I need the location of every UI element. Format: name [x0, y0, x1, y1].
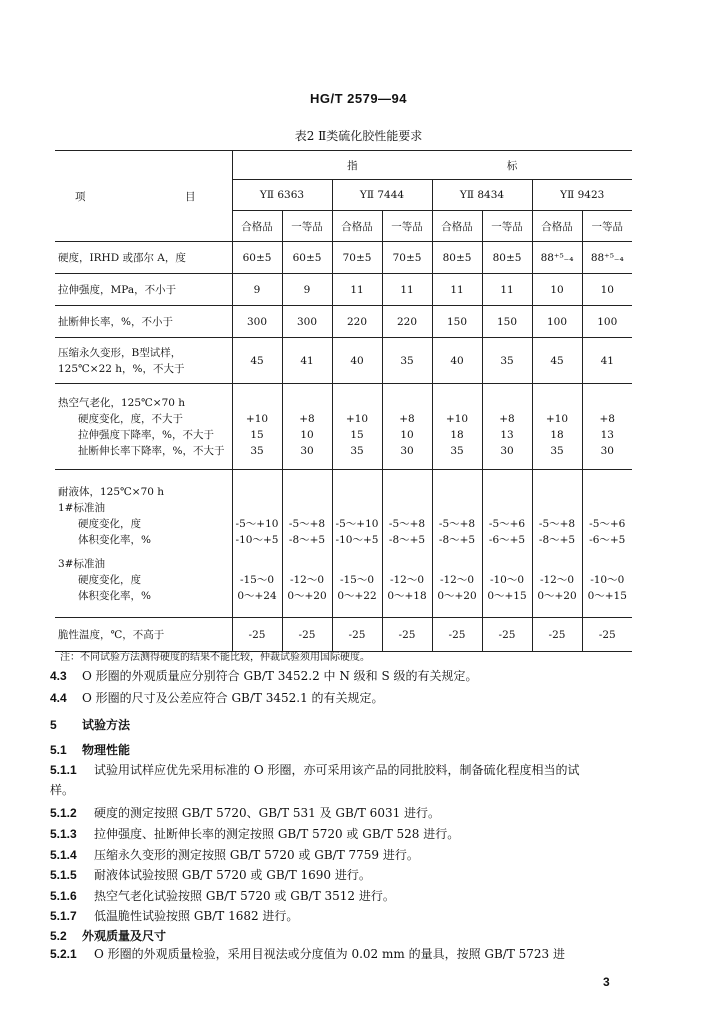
row-label-line: 硬度，IRHD 或邵尔 A，度 [58, 251, 186, 264]
grade-header: 合格品 [232, 211, 282, 242]
cell-value-line: -8～+5 [538, 533, 576, 546]
cell-value-line: 9 [303, 283, 311, 296]
table-row [55, 470, 632, 618]
cell-value-line: 0～+20 [287, 589, 327, 602]
cell-value [582, 470, 632, 618]
cell-value [532, 338, 582, 384]
cell-value-line: -8～+5 [388, 533, 426, 546]
cell-value-line: +8 [299, 412, 315, 425]
cell-value-line: -10～+5 [335, 533, 379, 546]
cell-value [582, 384, 632, 470]
cell-value-line: 80±5 [492, 251, 522, 264]
row-label-line: 拉伸强度，MPa，不小于 [58, 283, 177, 296]
clause-number: 4.3 [50, 669, 67, 683]
cell-value-line: 0～+20 [537, 589, 577, 602]
clause-text: 样。 [50, 783, 75, 797]
cell-value-line: 88⁺⁵₋₄ [540, 251, 574, 264]
cell-value-line: 35 [350, 444, 364, 457]
cell-value-line: -8～+5 [438, 533, 476, 546]
cell-value-line: 60±5 [242, 251, 272, 264]
clause-text: 低温脆性试验按照 GB/T 1682 进行。 [94, 909, 299, 923]
cell-value-line: 30 [600, 444, 614, 457]
row-label [55, 470, 232, 618]
cell-value [582, 274, 632, 306]
cell-value-line: 15 [350, 428, 364, 441]
clause-text: 压缩永久变形的测定按照 GB/T 5720 或 GB/T 7759 进行。 [94, 848, 419, 862]
clause-number: 5.2 [50, 929, 67, 943]
item-header-char1: 项 [75, 190, 86, 203]
cell-value-line: 0～+22 [337, 589, 377, 602]
row-label-line: 压缩永久变形，B型试样， [58, 346, 182, 359]
cell-value-line: 300 [296, 315, 318, 328]
cell-value [232, 384, 282, 470]
cell-value [482, 242, 532, 274]
cell-value [382, 470, 432, 618]
row-label-line: 3#标准油 [58, 557, 105, 570]
table-row [55, 338, 632, 384]
cell-value-line: -5～+8 [438, 517, 476, 530]
grade-header: 合格品 [432, 211, 482, 242]
cell-value-line: -10～+5 [235, 533, 279, 546]
clause-text: 试验用试样应优先采用标准的 O 形圈，亦可采用该产品的同批胶料，制备硫化程度相当的试 [94, 763, 580, 777]
cell-value-line: +10 [245, 412, 269, 425]
row-label [55, 618, 232, 652]
clause-number: 4.4 [50, 691, 67, 705]
cell-value-line: +8 [399, 412, 415, 425]
cell-value-line: 0～+24 [237, 589, 277, 602]
clause-text: 拉伸强度、扯断伸长率的测定按照 GB/T 5720 或 GB/T 528 进行。 [94, 827, 460, 841]
cell-value [382, 618, 432, 652]
cell-value-line: 300 [246, 315, 268, 328]
class-header: YⅡ 7444 [332, 180, 432, 211]
row-label-line: 扯断伸长率下降率，%，不大于 [78, 444, 225, 457]
cell-value-line: -12～0 [539, 573, 575, 586]
clause-text: 试验方法 [82, 718, 131, 732]
cell-value [332, 242, 382, 274]
table-row [55, 306, 632, 338]
cell-value-line: 100 [546, 315, 568, 328]
cell-value-line: 11 [450, 283, 464, 296]
index-header [232, 151, 632, 180]
cell-value-line: 30 [400, 444, 414, 457]
cell-value [582, 338, 632, 384]
cell-value-line: 35 [550, 444, 564, 457]
cell-value [332, 384, 382, 470]
paragraph [50, 867, 635, 883]
clause-number: 5.1.1 [50, 763, 77, 777]
cell-value-line: 45 [550, 354, 564, 367]
cell-value [332, 274, 382, 306]
cell-value-line: 35 [450, 444, 464, 457]
table-row [55, 618, 632, 652]
cell-value-line: -25 [248, 628, 266, 641]
cell-value [282, 384, 332, 470]
cell-value-line: 100 [597, 315, 618, 328]
cell-value [282, 274, 332, 306]
cell-value [232, 618, 282, 652]
cell-value-line: -12～0 [439, 573, 475, 586]
cell-value-line: -25 [598, 628, 616, 641]
cell-value-line: 220 [346, 315, 368, 328]
cell-value-line: -25 [448, 628, 466, 641]
cell-value [282, 306, 332, 338]
cell-value-line: 30 [500, 444, 514, 457]
cell-value-line: 220 [396, 315, 418, 328]
cell-value-line: -25 [398, 628, 416, 641]
clause-text: O 形圈的外观质量检验，采用目视法或分度值为 0.02 mm 的量具，按照 GB/T 5723 进 [94, 947, 566, 961]
cell-value-line: 11 [500, 283, 514, 296]
clause-text: 物理性能 [82, 743, 131, 757]
paragraph [50, 826, 635, 842]
cell-value-line: +8 [499, 412, 515, 425]
item-header [55, 151, 232, 242]
performance-table [55, 150, 632, 652]
table-row [55, 384, 632, 470]
cell-value [432, 618, 482, 652]
cell-value-line: -25 [298, 628, 316, 641]
class-header: YⅡ 8434 [432, 180, 532, 211]
cell-value [232, 338, 282, 384]
cell-value-line: 30 [300, 444, 314, 457]
paragraph [50, 888, 635, 904]
clause-text: 耐液体试验按照 GB/T 5720 或 GB/T 1690 进行。 [94, 868, 371, 882]
cell-value [282, 338, 332, 384]
paragraph [50, 908, 635, 924]
cell-value-line: 10 [600, 283, 614, 296]
clause-number: 5 [50, 718, 57, 732]
cell-value-line: -15～0 [339, 573, 375, 586]
cell-value-line: 11 [400, 283, 414, 296]
cell-value [432, 274, 482, 306]
cell-value-line: 10 [550, 283, 564, 296]
cell-value [532, 618, 582, 652]
cell-value-line: 0～+15 [487, 589, 527, 602]
paragraph [50, 690, 635, 706]
paragraph [50, 668, 635, 684]
cell-value-line: +8 [599, 412, 615, 425]
grade-header: 一等品 [382, 211, 432, 242]
cell-value-line: 18 [450, 428, 464, 441]
clause-number: 5.1.3 [50, 827, 77, 841]
cell-value-line: 40 [450, 354, 464, 367]
paragraph [50, 847, 635, 863]
cell-value-line: +10 [545, 412, 569, 425]
cell-value-line: -5～+10 [235, 517, 279, 530]
row-label-line: 硬度变化，度 [78, 573, 141, 586]
table-caption: 表2 Ⅱ类硫化胶性能要求 [294, 129, 423, 143]
clause-number: 5.1 [50, 743, 67, 757]
cell-value [482, 306, 532, 338]
item-header-char2: 目 [185, 190, 196, 203]
cell-value-line: 10 [400, 428, 414, 441]
clause-text: 硬度的测定按照 GB/T 5720、GB/T 531 及 GB/T 6031 进行。 [94, 806, 441, 820]
cell-value [582, 242, 632, 274]
row-label-line: 拉伸强度下降率，%，不大于 [78, 428, 214, 441]
row-label-line: 耐液体，125℃×70 h [58, 485, 165, 498]
cell-value-line: 13 [600, 428, 614, 441]
clause-number: 5.1.4 [50, 848, 77, 862]
cell-value [482, 470, 532, 618]
cell-value-line: -5～+8 [388, 517, 426, 530]
cell-value-line: -25 [548, 628, 566, 641]
cell-value-line: 0～+15 [587, 589, 627, 602]
cell-value-line: 9 [253, 283, 261, 296]
cell-value [332, 618, 382, 652]
cell-value [382, 242, 432, 274]
grade-header: 合格品 [332, 211, 382, 242]
clause-number: 5.1.6 [50, 889, 77, 903]
cell-value-line: 150 [496, 315, 518, 328]
row-label-line: 硬度变化，度，不大于 [78, 412, 183, 425]
cell-value [282, 470, 332, 618]
row-label-line: 扯断伸长率，%，不小于 [58, 315, 173, 328]
cell-value-line: -12～0 [389, 573, 425, 586]
cell-value [232, 470, 282, 618]
clause-number: 5.2.1 [50, 947, 77, 961]
cell-value [382, 306, 432, 338]
cell-value [532, 242, 582, 274]
paragraph [50, 717, 635, 733]
cell-value-line: 0～+18 [387, 589, 427, 602]
cell-value-line: 10 [300, 428, 314, 441]
row-label [55, 338, 232, 384]
row-label-line: 体积变化率，% [78, 533, 151, 546]
cell-value [382, 384, 432, 470]
cell-value-line: -10～0 [489, 573, 525, 586]
row-label-line: 硬度变化，度 [78, 517, 141, 530]
cell-value-line: 40 [350, 354, 364, 367]
cell-value [432, 384, 482, 470]
cell-value-line: 60±5 [292, 251, 322, 264]
cell-value [532, 384, 582, 470]
clause-text: 热空气老化试验按照 GB/T 5720 或 GB/T 3512 进行。 [94, 889, 395, 903]
grade-header: 合格品 [532, 211, 582, 242]
cell-value [482, 618, 532, 652]
cell-value [282, 242, 332, 274]
cell-value [532, 306, 582, 338]
cell-value [432, 242, 482, 274]
cell-value [232, 306, 282, 338]
paragraph [50, 762, 635, 778]
cell-value-line: 0～+20 [437, 589, 477, 602]
cell-value [432, 338, 482, 384]
cell-value [482, 338, 532, 384]
cell-value [382, 338, 432, 384]
cell-value-line: 35 [400, 354, 414, 367]
row-label-line: 1#标准油 [58, 501, 105, 514]
row-label [55, 306, 232, 338]
cell-value-line: 150 [446, 315, 468, 328]
cell-value [482, 274, 532, 306]
cell-value-line: 45 [250, 354, 264, 367]
cell-value-line: -5～+10 [335, 517, 379, 530]
cell-value [532, 470, 582, 618]
clause-text: 外观质量及尺寸 [82, 929, 167, 943]
cell-value [482, 384, 532, 470]
standard-header: HG/T 2579—94 [309, 91, 408, 106]
cell-value-line: 70±5 [392, 251, 422, 264]
clause-text: O 形圈的尺寸及公差应符合 GB/T 3452.1 的有关规定。 [82, 691, 384, 705]
paragraph [50, 742, 635, 758]
class-header: YⅡ 6363 [232, 180, 332, 211]
paragraph [50, 946, 635, 962]
index-header-char1: 指 [347, 159, 358, 172]
cell-value-line: 88⁺⁵₋₄ [590, 251, 624, 264]
clause-number: 5.1.2 [50, 806, 77, 820]
row-label-line: 脆性温度，℃，不高于 [58, 628, 165, 641]
grade-header: 一等品 [482, 211, 532, 242]
cell-value-line: 80±5 [442, 251, 472, 264]
cell-value-line: -5～+6 [589, 517, 626, 530]
cell-value [432, 470, 482, 618]
row-label-line: 125℃×22 h，%，不大于 [58, 362, 185, 375]
cell-value [432, 306, 482, 338]
table-row [55, 274, 632, 306]
row-label-line: 体积变化率，% [78, 589, 151, 602]
cell-value-line: -15～0 [239, 573, 275, 586]
paragraph [50, 805, 635, 821]
grade-header: 一等品 [282, 211, 332, 242]
clause-number: 5.1.5 [50, 868, 77, 882]
cell-value-line: 41 [300, 354, 314, 367]
row-label [55, 274, 232, 306]
cell-value-line: 18 [550, 428, 564, 441]
cell-value-line: 70±5 [342, 251, 372, 264]
cell-value [582, 618, 632, 652]
cell-value-line: -6～+5 [488, 533, 526, 546]
cell-value-line: -5～+8 [538, 517, 576, 530]
cell-value-line: 15 [250, 428, 264, 441]
cell-value-line: 35 [500, 354, 514, 367]
cell-value [332, 470, 382, 618]
class-header: YⅡ 9423 [532, 180, 632, 211]
grade-header: 一等品 [582, 211, 632, 242]
cell-value-line: -6～+5 [589, 533, 626, 546]
cell-value-line: 13 [500, 428, 514, 441]
cell-value [232, 274, 282, 306]
cell-value-line: 35 [250, 444, 264, 457]
cell-value-line: 41 [600, 354, 614, 367]
cell-value-line: -25 [348, 628, 366, 641]
cell-value-line: -25 [498, 628, 516, 641]
index-header-char2: 标 [506, 159, 518, 172]
cell-value-line: +10 [445, 412, 469, 425]
table-row [55, 242, 632, 274]
clause-number: 5.1.7 [50, 909, 77, 923]
cell-value [582, 306, 632, 338]
cell-value-line: -5～+8 [288, 517, 326, 530]
row-label [55, 242, 232, 274]
cell-value-line: +10 [345, 412, 369, 425]
cell-value [382, 274, 432, 306]
cell-value-line: -5～+6 [488, 517, 526, 530]
cell-value [282, 618, 332, 652]
cell-value [532, 274, 582, 306]
cell-value [232, 242, 282, 274]
table-note: 注：不同试验方法测得硬度的结果不能比较，仲裁试验须用国际硬度。 [60, 652, 370, 663]
clause-text: O 形圈的外观质量应分别符合 GB/T 3452.2 中 N 级和 S 级的有关规定。 [82, 669, 478, 683]
cell-value [332, 338, 382, 384]
cell-value-line: -12～0 [289, 573, 325, 586]
paragraph [50, 782, 635, 798]
cell-value [332, 306, 382, 338]
row-label [55, 384, 232, 470]
cell-value-line: 11 [350, 283, 364, 296]
cell-value-line: -10～0 [590, 573, 625, 586]
paragraph [50, 928, 635, 944]
row-label-line: 热空气老化，125℃×70 h [58, 396, 186, 409]
page-number: 3 [603, 975, 610, 989]
cell-value-line: -8～+5 [288, 533, 326, 546]
